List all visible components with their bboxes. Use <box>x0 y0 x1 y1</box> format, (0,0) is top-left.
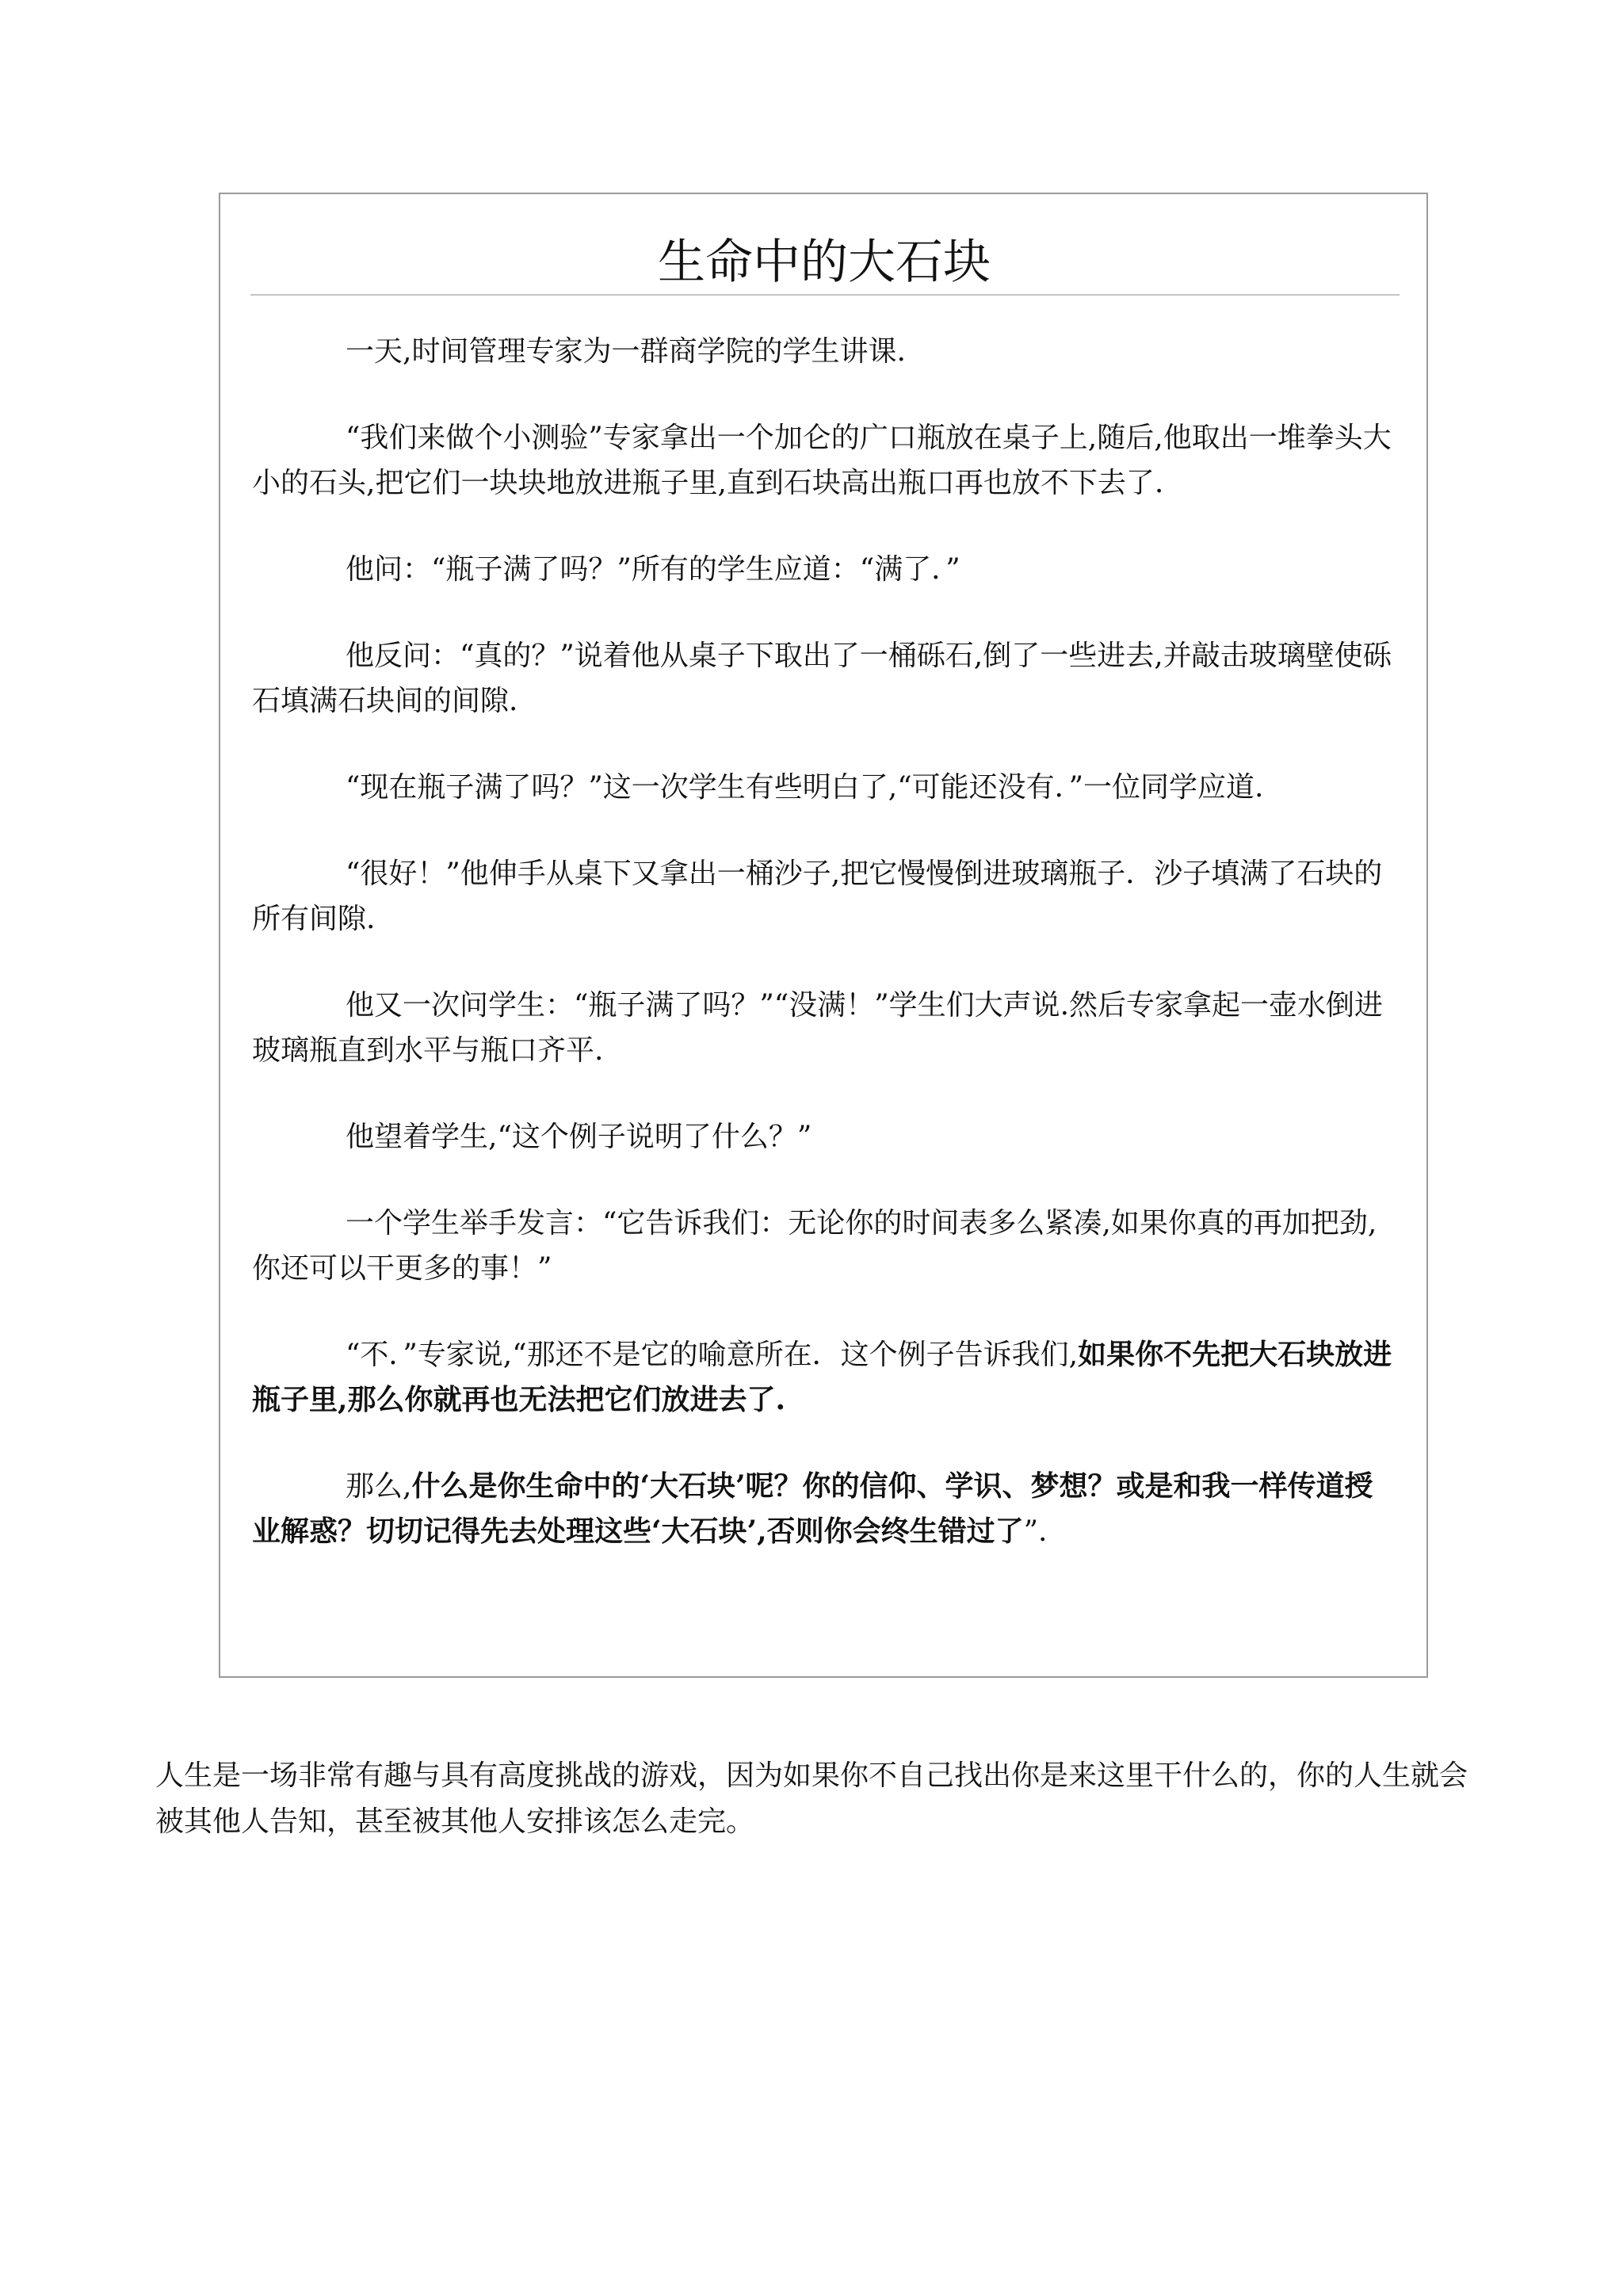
paragraph-text: 他问：“瓶子满了吗？”所有的学生应道：“满了．” <box>346 553 960 586</box>
paragraph-text: 他又一次问学生：“瓶子满了吗？”“没满！”学生们大声说.然后专家拿起一壶水倒进玻璃瓶直到水平与瓶口齐平. <box>252 989 1384 1067</box>
paragraph-emphasis: 如果你不先把大石块放进瓶子里,那么你就再也无法把它们放进去了. <box>252 1338 1392 1416</box>
paragraph-9 <box>252 1201 1398 1291</box>
paragraph-text: “不．”专家说,“那还不是它的喻意所在．这个例子告诉我们, <box>346 1339 1079 1371</box>
story-box <box>219 193 1428 1678</box>
paragraph-4 <box>252 633 1398 724</box>
paragraph-text: “很好！”他伸手从桌下又拿出一桶沙子,把它慢慢倒进玻璃瓶子．沙子填满了石块的所有间隙. <box>252 858 1383 935</box>
paragraph-2 <box>252 415 1398 506</box>
paragraph-1 <box>252 329 1398 374</box>
paragraph-text: 那么, <box>346 1470 412 1503</box>
story-title: 生命中的大石块 <box>658 235 991 290</box>
paragraph-text: 他望着学生,“这个例子说明了什么？” <box>346 1121 812 1153</box>
paragraph-tail: ”. <box>1023 1515 1048 1548</box>
paragraph-3 <box>252 547 1398 592</box>
paragraph-text: “我们来做个小测验”专家拿出一个加仑的广口瓶放在桌子上,随后,他取出一堆拳头大小的石头,把它们一块块地放进瓶子里,直到石块高出瓶口再也放不下去了. <box>252 422 1392 499</box>
paragraph-text: 他反问：“真的？”说着他从桌子下取出了一桶砾石,倒了一些进去,并敲击玻璃壁使砾石填满石块间的间隙. <box>252 640 1392 717</box>
paragraph-5 <box>252 765 1398 810</box>
paragraph-text: 一个学生举手发言：“它告诉我们：无论你的时间表多么紧凑,如果你真的再加把劲,你还可以干更多的事！” <box>252 1207 1377 1285</box>
paragraph-10 <box>252 1332 1398 1423</box>
title-divider <box>250 294 1400 296</box>
paragraph-6 <box>252 851 1398 942</box>
paragraph-text: 一天,时间管理专家为一群商学院的学生讲课. <box>346 335 906 368</box>
story-body <box>252 329 1398 1595</box>
footer-text: 人生是一场非常有趣与具有高度挑战的游戏，因为如果你不自己找出你是来这里干什么的，你的人生就会被其他人告知，甚至被其他人安排该怎么走完。 <box>155 1759 1468 1838</box>
paragraph-7 <box>252 983 1398 1073</box>
paragraph-8 <box>252 1114 1398 1159</box>
paragraph-11 <box>252 1464 1398 1554</box>
paragraph-text: “现在瓶子满了吗？”这一次学生有些明白了,“可能还没有．”一位同学应道. <box>346 771 1264 804</box>
paragraph-emphasis: 什么是你生命中的‘大石块’呢？你的信仰、学识、梦想？或是和我一样传道授业解惑？切切记得先去处理这些‘大石块’,否则你会终生错过了 <box>252 1469 1373 1548</box>
